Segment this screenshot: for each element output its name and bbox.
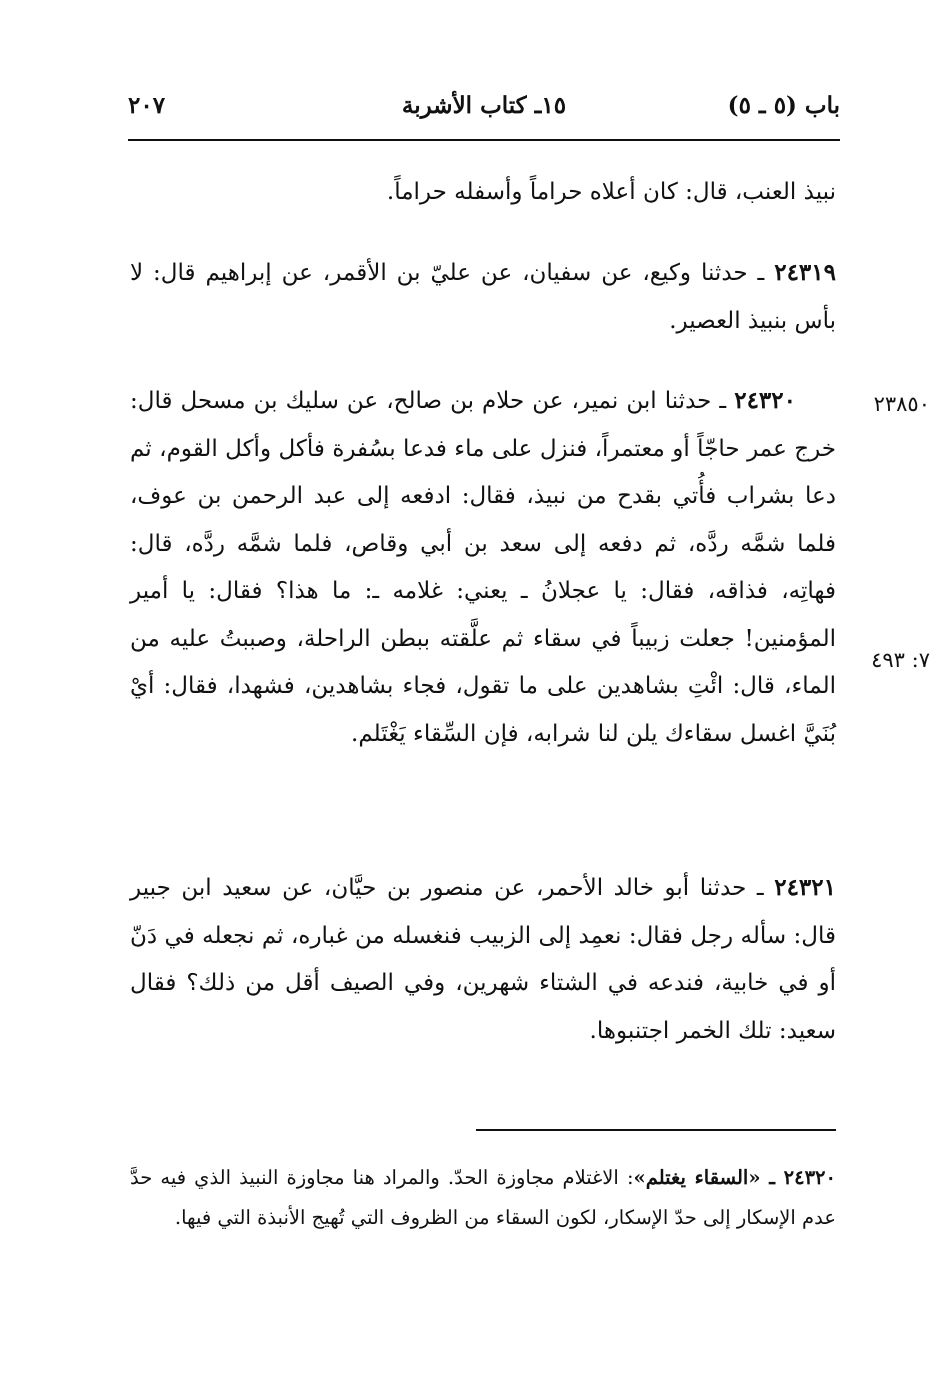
footnote-lead: ـ «السقاء يغتلم» — [633, 1166, 784, 1189]
section-title: باب (٥ ـ ٥) — [727, 92, 840, 119]
hadith-number: ٢٤٣٢١ — [774, 874, 836, 901]
paragraph-continuation — [130, 169, 836, 217]
footnote-number: ٢٤٣٢٠ — [783, 1166, 837, 1189]
hadith-number: ٢٤٣٢٠ — [734, 387, 796, 414]
page-header — [128, 92, 840, 132]
paragraph-text: نبيذ العنب، قال: كان أعلاه حراماً وأسفله حراماً. — [386, 179, 836, 205]
footnote — [130, 1158, 836, 1238]
hadith-text: ـ حدثنا أبو خالد الأحمر، عن منصور بن حيَّان، عن سعيد ابن جبير قال: سأله رجل فقال: نعمِد إلى الزبيب فنغسله من غباره، ثم نجعله في دَنّ أو في خابية، فندعه في الشتاء شهرين، وفي الصيف أقل من ذلك؟ فقال سعيد: تلك الخمر اجتنبوها. — [130, 875, 836, 1044]
hadith-text: ـ حدثنا ابن نمير، عن حلام بن صالح، عن سليك بن مسحل قال: خرج عمر حاجّاً أو معتمراً، فنزل على ماء فدعا بسُفرة فأكل وأكل القوم، ثم دعا بشراب فأُتي بقدح من نبيذ، فقال: ادفعه إلى عبد الرحمن بن عوف، فلما شمَّه ردَّه، ثم دفعه إلى سعد بن أبي وقاص، فلما شمَّه ردَّه، قال: فهاتِه، فذاقه، فقال: يا عجلانُ ـ يعني: غلامه ـ: ما هذا؟ فقال: يا أمير المؤمنين! جعلت زبيباً في سقاء ثم علَّقته ببطن الراحلة، وصببتُ عليه من الماء، قال: ائْتِ بشاهدين على ما تقول، فجاء بشاهدين، فشهدا، فقال: أيْ بُنَيَّ اغسل سقاءك يلن لنا شرابه، فإن السِّقاء يَغْتَلم. — [130, 388, 836, 747]
margin-reference: ٢٣٨٥٠ — [873, 392, 930, 416]
book-title: ١٥ـ كتاب الأشربة — [401, 92, 567, 119]
page-number: ٢٠٧ — [128, 92, 166, 119]
margin-reference: ٧: ٤٩٣ — [871, 648, 930, 672]
footnote-text: : الاغتلام مجاوزة الحدّ. والمراد هنا مجاوزة النبيذ الذي فيه حدَّ عدم الإسكار إلى حدّ الإسكار، لكون السقاء من الظروف التي تُهيج الأنبذة التي فيها. — [130, 1166, 836, 1229]
hadith-24321 — [130, 864, 836, 1055]
hadith-text: ـ حدثنا وكيع، عن سفيان، عن عليّ بن الأقمر، عن إبراهيم قال: لا بأس بنبيذ العصير. — [130, 260, 836, 334]
header-rule — [128, 139, 840, 141]
hadith-number: ٢٤٣١٩ — [774, 259, 836, 286]
footnote-rule — [476, 1129, 836, 1131]
hadith-24319 — [130, 249, 836, 345]
hadith-24320 — [130, 377, 836, 758]
